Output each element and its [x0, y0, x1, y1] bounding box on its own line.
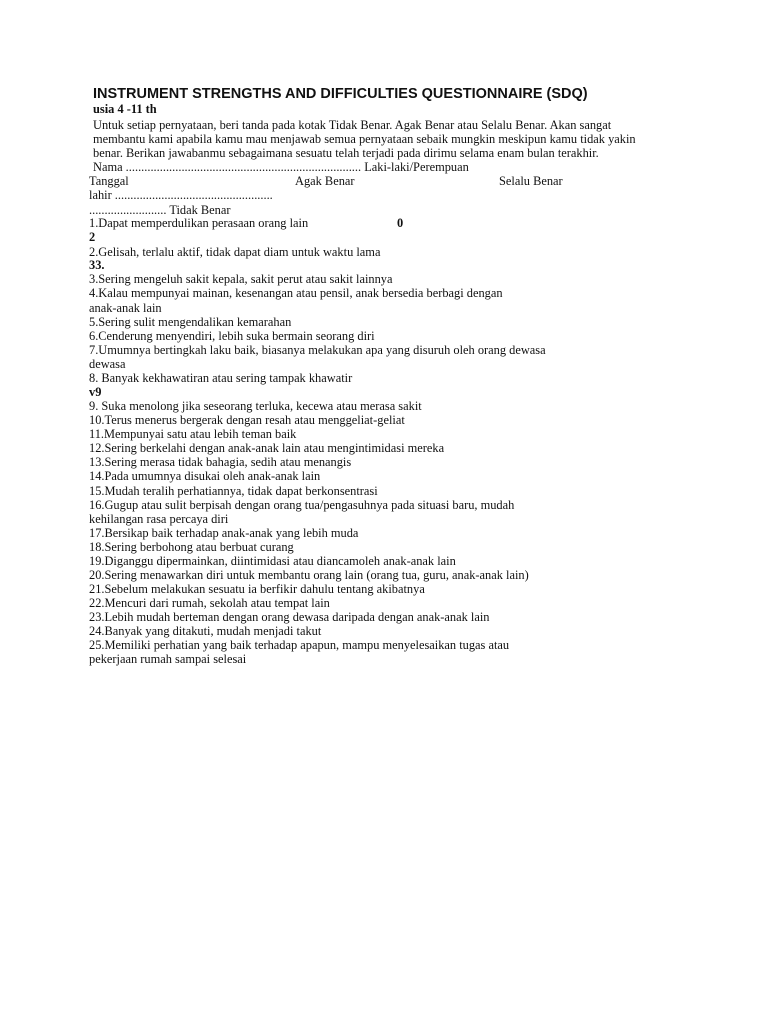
item-line: dewasa — [89, 357, 126, 371]
item-line: 7.Umumnya bertingkah laku baik, biasanya melakukan apa yang disuruh oleh orang dewasa — [89, 343, 546, 357]
intro-line: Untuk setiap pernyataan, beri tanda pada kotak Tidak Benar. Agak Benar atau Selalu Benar. Akan sangat — [93, 118, 612, 132]
intro-line: benar. Berikan jawabanmu sebagaimana sesuatu telah terjadi pada dirimu selama enam bulan terakhir. — [93, 146, 599, 160]
selalu-benar-header: Selalu Benar — [499, 174, 563, 188]
item-line: 8. Banyak kekhawatiran atau sering tampak khawatir — [89, 371, 353, 385]
item-line: 21.Sebelum melakukan sesuatu ia berfikir dahulu tentang akibatnya — [89, 582, 425, 596]
tidak-benar-header: ......................... Tidak Benar — [89, 203, 231, 217]
item-line: kehilangan rasa percaya diri — [89, 512, 229, 526]
margin-mark: v9 — [89, 385, 102, 399]
item-1-score: 0 — [397, 216, 404, 230]
item-line: 16.Gugup atau sulit berpisah dengan orang tua/pengasuhnya pada situasi baru, mudah — [89, 498, 515, 512]
item-line: 11.Mempunyai satu atau lebih teman baik — [89, 427, 297, 441]
item-1: 1.Dapat memperdulikan perasaan orang lain — [89, 216, 309, 230]
item-line: 20.Sering menawarkan diri untuk membantu orang lain (orang tua, guru, anak-anak lain) — [89, 568, 529, 582]
birth-field-line: lahir ................................................... — [89, 188, 273, 202]
item-line: 15.Mudah teralih perhatiannya, tidak dapat berkonsentrasi — [89, 484, 378, 498]
intro-line: membantu kami apabila kamu mau menjawab semua pernyataan sebaik mungkin meskipun kamu tidak yakin — [93, 132, 636, 146]
document-title: INSTRUMENT STRENGTHS AND DIFFICULTIES QUESTIONNAIRE (SDQ) — [93, 86, 588, 102]
item-line: 14.Pada umumnya disukai oleh anak-anak lain — [89, 469, 321, 483]
item-line: 25.Memiliki perhatian yang baik terhadap apapun, mampu menyelesaikan tugas atau — [89, 638, 510, 652]
item-line: 12.Sering berkelahi dengan anak-anak lain atau mengintimidasi mereka — [89, 441, 445, 455]
margin-mark: 33. — [89, 258, 105, 272]
item-line: 23.Lebih mudah berteman dengan orang dewasa daripada dengan anak-anak lain — [89, 610, 490, 624]
response-header-row — [89, 174, 569, 188]
item-line: 5.Sering sulit mengendalikan kemarahan — [89, 315, 292, 329]
item-line: 17.Bersikap baik terhadap anak-anak yang lebih muda — [89, 526, 359, 540]
item-line: 13.Sering merasa tidak bahagia, sedih atau menangis — [89, 455, 352, 469]
item-line: 10.Terus menerus bergerak dengan resah atau menggeliat-geliat — [89, 413, 405, 427]
item-line: pekerjaan rumah sampai selesai — [89, 652, 247, 666]
item-line: 6.Cenderung menyendiri, lebih suka bermain seorang diri — [89, 329, 375, 343]
item-line: 18.Sering berbohong atau berbuat curang — [89, 540, 294, 554]
item-2: 2.Gelisah, terlalu aktif, tidak dapat diam untuk waktu lama — [89, 245, 381, 259]
item-line: 3.Sering mengeluh sakit kepala, sakit perut atau sakit lainnya — [89, 272, 393, 286]
item-line: 9. Suka menolong jika seseorang terluka, kecewa atau merasa sakit — [89, 399, 422, 413]
date-label: Tanggal — [89, 174, 129, 188]
name-field-line: Nama ............................................................................ Laki-laki/Perempuan — [93, 160, 469, 174]
item-line: 4.Kalau mempunyai mainan, kesenangan atau pensil, anak bersedia berbagi dengan — [89, 286, 503, 300]
margin-mark: 2 — [89, 230, 96, 244]
age-range: usia 4 -11 th — [93, 102, 157, 116]
item-line: anak-anak lain — [89, 301, 162, 315]
item-line: 22.Mencuri dari rumah, sekolah atau tempat lain — [89, 596, 330, 610]
item-line: 19.Diganggu dipermainkan, diintimidasi atau diancamoleh anak-anak lain — [89, 554, 456, 568]
agak-benar-header: Agak Benar — [295, 174, 355, 188]
item-line: 24.Banyak yang ditakuti, mudah menjadi takut — [89, 624, 322, 638]
